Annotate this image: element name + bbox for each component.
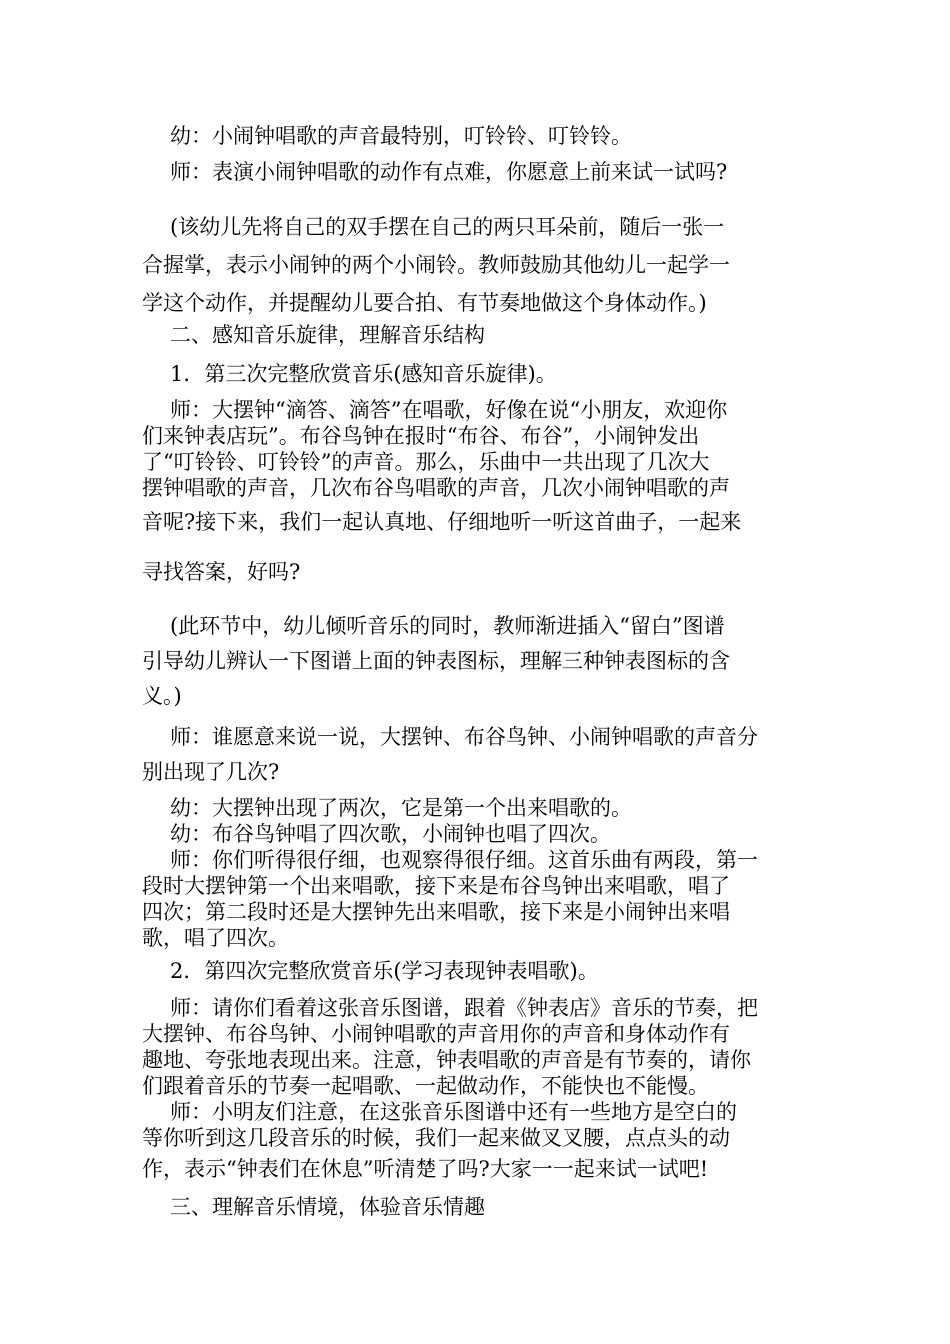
text-line: 四次；第二段时还是大摆钟先出来唱歌，接下来是小闹钟出来唱 [142, 900, 730, 924]
note-blank-score [142, 609, 814, 714]
dialogue-teacher-alarm-action [142, 158, 814, 186]
step-heading-3rd-listen [142, 360, 814, 388]
step-heading-4th-listen [142, 957, 814, 985]
dialogue-teacher-instructions-end [142, 1155, 814, 1183]
dialogue-teacher-question [142, 720, 814, 790]
text-line: 幼：布谷鸟钟唱了四次歌，小闹钟也唱了四次。 [170, 822, 611, 846]
text-line: 幼：小闹钟唱歌的声音最特别，叮铃铃、叮铃铃。 [170, 124, 632, 148]
text-line: 师：小明友们注意，在这张音乐图谱中还有一些地方是空白的 [170, 1100, 737, 1124]
text-line: 音呢?接下来，我们一起认真地、仔细地听一听这首曲子，一起来 [142, 510, 742, 534]
dialogue-teacher-instructions [142, 995, 814, 1151]
text-line: 三、理解音乐情境，体验音乐情趣 [170, 1195, 485, 1219]
text-line: 歌，唱了四次。 [142, 926, 289, 950]
text-line: 师：谁愿意来说一说，大摆钟、布谷鸟钟、小闹钟唱歌的声音分 [170, 725, 758, 749]
text-line: 了“叮铃铃、叮铃铃”的声音。那么，乐曲中一共出现了几次大 [142, 450, 710, 474]
dialogue-teacher-intro [142, 397, 814, 501]
text-line: 二、感知音乐旋律，理解音乐结构 [170, 323, 485, 347]
text-line: 1．第三次完整欣赏音乐(感知音乐旋律)。 [170, 362, 557, 386]
text-line: 段时大摆钟第一个出来唱歌，接下来是布谷鸟钟出来唱歌，唱了 [142, 874, 730, 898]
text-line: 摆钟唱歌的声音，几次布谷鸟唱歌的声音，几次小闹钟唱歌的声 [142, 476, 730, 500]
text-line: 2．第四次完整欣赏音乐(学习表现钟表唱歌)。 [170, 959, 599, 983]
text-line: 师：请你们看着这张音乐图谱，跟着《钟表店》音乐的节奏，把 [170, 996, 758, 1020]
text-line: 师：表演小闹钟唱歌的动作有点难，你愿意上前来试一试吗? [170, 160, 728, 184]
text-line: 合握掌，表示小闹钟的两个小闹铃。教师鼓励其他幼儿一起学一 [142, 253, 730, 277]
section-heading-3 [142, 1193, 814, 1221]
text-line: 寻找答案，好吗? [142, 560, 301, 584]
text-line: 学这个动作，并提醒幼儿要合拍、有节奏地做这个身体动作。) [142, 291, 707, 315]
text-line: 师：大摆钟“滴答、滴答”在唱歌，好像在说“小朋友，欢迎你 [170, 398, 728, 422]
text-line: 们来钟表店玩”。布谷鸟钟在报时“布谷、布谷”，小闹钟发出 [142, 424, 700, 448]
dialogue-child-alarm-special [142, 122, 814, 150]
text-line: 师：你们听得很仔细，也观察得很仔细。这首乐曲有两段，第一 [170, 848, 758, 872]
text-line: (此环节中，幼儿倾听音乐的同时，教师渐进插入“留白”图谱 [170, 614, 725, 638]
text-line: (该幼儿先将自己的双手摆在自己的两只耳朵前，随后一张一 [170, 215, 725, 239]
text-line: 大摆钟、布谷鸟钟、小闹钟唱歌的声音用你的声音和身体动作有 [142, 1022, 730, 1046]
text-line: 幼：大摆钟出现了两次，它是第一个出来唱歌的。 [170, 796, 632, 820]
text-line: 趣地、夸张地表现出来。注意，钟表唱歌的声音是有节奏的，请你 [142, 1048, 751, 1072]
text-line: 等你听到这几段音乐的时候，我们一起来做叉叉腰，点点头的动 [142, 1126, 730, 1150]
text-line: 义。) [142, 684, 182, 708]
text-line: 别出现了几次? [142, 760, 280, 784]
section-heading-2 [142, 321, 814, 349]
dialogue-teacher-intro-cont [142, 508, 814, 536]
note-alarm-gesture [142, 208, 814, 322]
text-line: 作，表示“钟表们在休息”听清楚了吗?大家一一起来试一试吧! [142, 1157, 709, 1181]
text-line: 引导幼儿辨认一下图谱上面的钟表图标，理解三种钟表图标的含 [142, 649, 730, 673]
dialogue-teacher-intro-end [142, 558, 814, 586]
text-line: 们跟着音乐的节奏一起唱歌、一起做动作，不能快也不能慢。 [142, 1074, 709, 1098]
dialogue-answers [142, 795, 814, 951]
